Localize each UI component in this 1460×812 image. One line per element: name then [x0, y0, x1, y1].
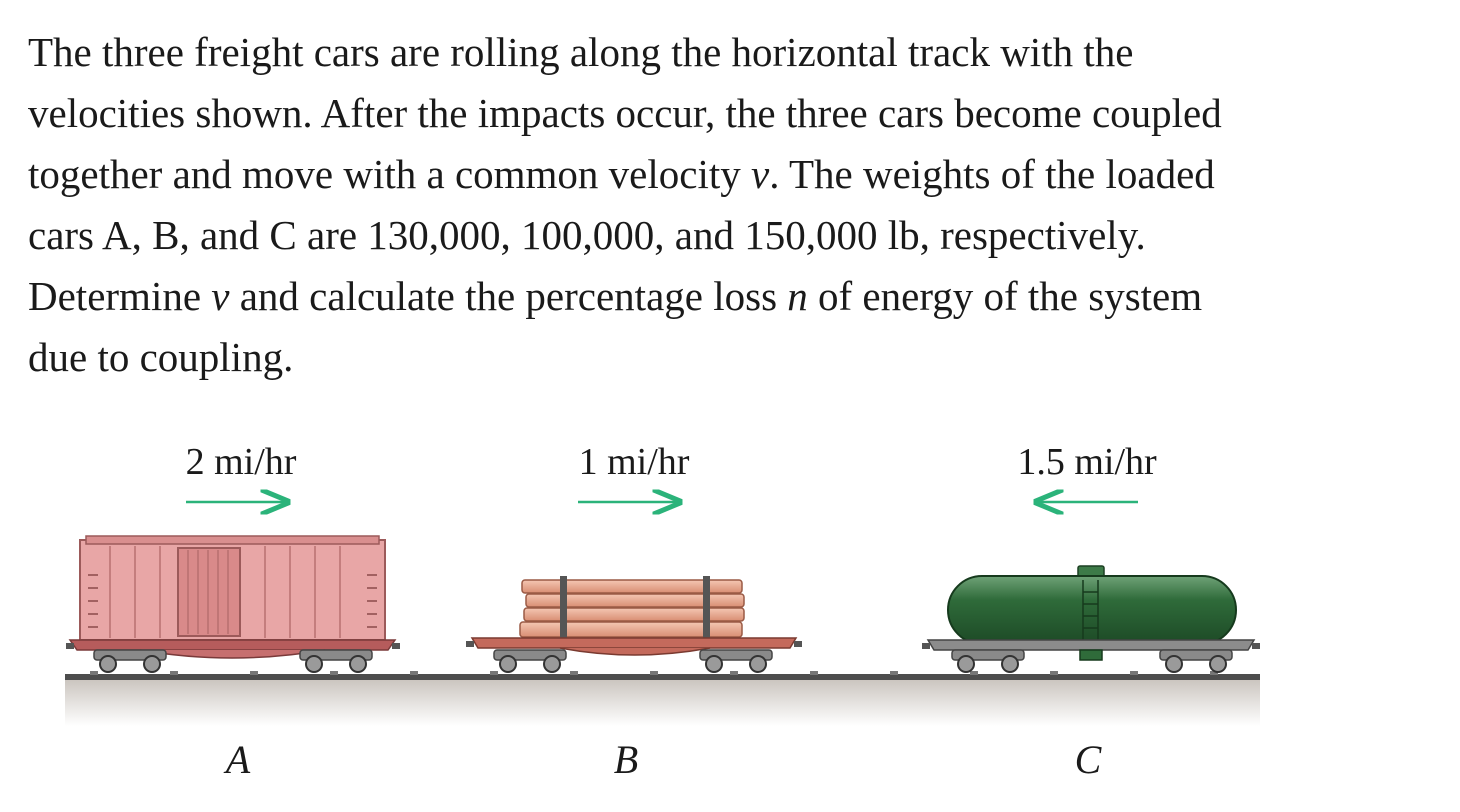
problem-line-3-start: together and move with a common velocity: [28, 151, 752, 197]
car-a-boxcar: [66, 536, 400, 658]
rail: [65, 674, 1260, 680]
problem-line-2: velocities shown. After the impacts occur, the three cars become coupled: [28, 90, 1222, 136]
problem-line-5: [28, 266, 1448, 327]
car-c-truck-right: [1160, 650, 1232, 672]
car-c-speed-label: 1.5 mi/hr: [1017, 441, 1157, 483]
car-b-truck-right: [700, 650, 772, 672]
car-a-label: A: [225, 737, 251, 782]
car-c-tank-car: [922, 566, 1260, 660]
car-a-truck-right: [300, 650, 372, 672]
problem-line-1: The three freight cars are rolling along the horizontal track with the: [28, 29, 1134, 75]
car-b-flatcar: [466, 576, 802, 655]
problem-statement: [28, 22, 1448, 388]
car-b-label: B: [613, 737, 639, 782]
velocity-symbol-2: v: [211, 273, 230, 319]
problem-line-6: due to coupling.: [28, 334, 294, 380]
energy-loss-symbol: n: [787, 273, 808, 319]
car-b-speed-label: 1 mi/hr: [578, 441, 690, 483]
ground: [65, 678, 1260, 726]
velocity-symbol: v: [751, 151, 770, 197]
problem-line-3-end: . The weights of the loaded: [769, 151, 1215, 197]
car-a-truck-left: [94, 650, 166, 672]
problem-line-5-middle: and calculate the percentage loss: [229, 273, 788, 319]
car-c-label: C: [1074, 737, 1102, 782]
problem-line-5-end: of energy of the system: [807, 273, 1203, 319]
problem-line-4: cars A, B, and C are 130,000, 100,000, and 150,000 lb, respectively.: [28, 212, 1146, 258]
car-a-speed-label: 2 mi/hr: [185, 441, 297, 483]
car-b-truck-left: [494, 650, 566, 672]
problem-line-5-start: Determine: [28, 273, 212, 319]
freight-cars-figure: [0, 400, 1460, 812]
problem-line-3: [28, 144, 1448, 205]
car-c-truck-left: [952, 650, 1024, 672]
